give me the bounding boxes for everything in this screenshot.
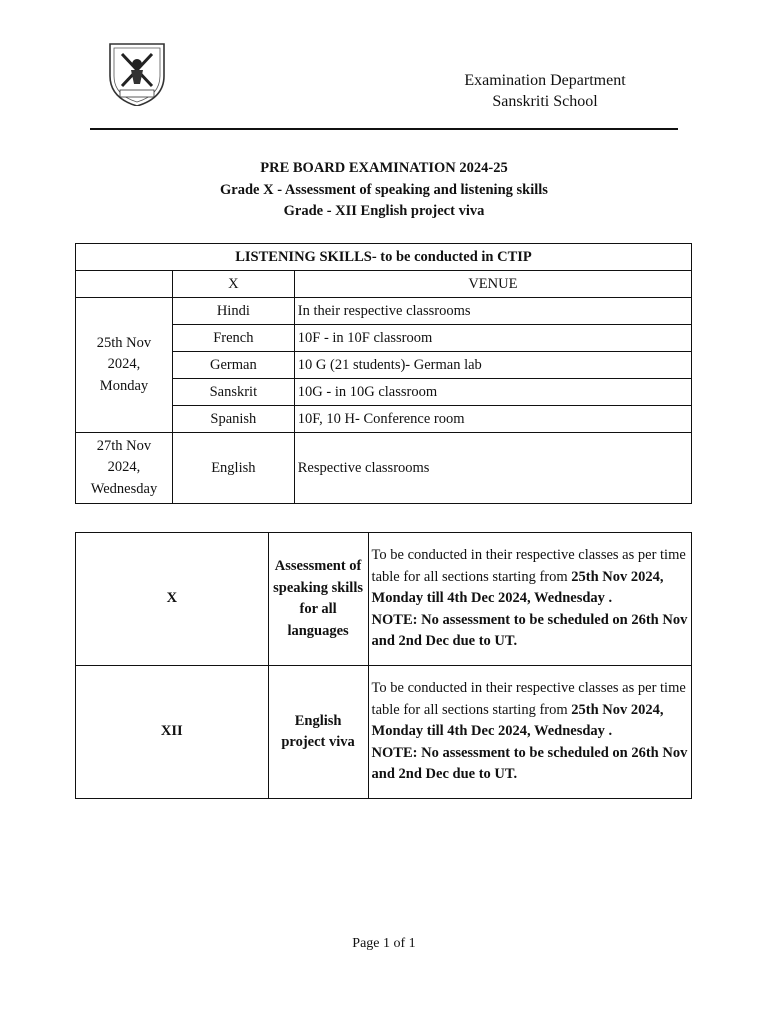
- date-line: 25th Nov: [96, 334, 152, 351]
- description-dates: 25th Nov 2024, Monday till 4th Dec 2024, Wednesday .: [371, 701, 664, 740]
- description-cell: [368, 533, 691, 666]
- activity-cell: English project viva: [268, 666, 368, 799]
- description-note: NOTE: No assessment to be scheduled on 26th Nov and 2nd Dec due to UT.: [371, 744, 688, 783]
- document-titles: [90, 158, 678, 223]
- table-row: [76, 298, 692, 325]
- table-row: [76, 433, 692, 504]
- subject-cell: Hindi: [172, 298, 294, 325]
- subject-cell: Sanskrit: [172, 379, 294, 406]
- assessment-table: [75, 532, 692, 799]
- venue-cell: 10 G (21 students)- German lab: [294, 352, 691, 379]
- title-line-3: Grade - XII English project viva: [283, 203, 485, 219]
- description-dates: 25th Nov 2024, Monday till 4th Dec 2024, Wednesday .: [371, 568, 664, 607]
- description-text: To be conducted in their respective classes as per time table for all sections starting from: [371, 547, 686, 585]
- table-caption-row: [76, 244, 692, 271]
- description-note: NOTE: No assessment to be scheduled on 26th Nov and 2nd Dec due to UT.: [371, 611, 688, 650]
- school-logo: [104, 40, 170, 112]
- date-line: 2024,: [107, 459, 141, 476]
- title-line-2: Grade X - Assessment of speaking and listening skills: [220, 181, 548, 198]
- date-line: Monday: [99, 377, 149, 394]
- table-header-row: [76, 271, 692, 298]
- header-divider: [90, 128, 678, 130]
- header-subject: X: [172, 271, 294, 298]
- activity-cell: Assessment of speaking skills for all languages: [268, 533, 368, 666]
- department-name: Examination Department: [464, 72, 626, 89]
- venue-cell: Respective classrooms: [294, 433, 691, 504]
- venue-cell: 10G - in 10G classroom: [294, 379, 691, 406]
- date-cell-27-nov: [76, 433, 173, 504]
- date-line: 2024,: [107, 356, 141, 373]
- table-row: [76, 533, 692, 666]
- date-cell-25-nov: [76, 298, 173, 433]
- table-row: [76, 666, 692, 799]
- venue-cell: In their respective classrooms: [294, 298, 691, 325]
- description-text: To be conducted in their respective classes as per time table for all sections starting from: [371, 680, 686, 718]
- subject-cell: German: [172, 352, 294, 379]
- venue-cell: 10F, 10 H- Conference room: [294, 406, 691, 433]
- title-line-1: PRE BOARD EXAMINATION 2024-25: [260, 160, 508, 176]
- description-cell: [368, 666, 691, 799]
- page-number: Page 1 of 1: [352, 936, 416, 951]
- grade-cell: X: [76, 533, 269, 666]
- header-empty-cell: [76, 271, 173, 298]
- table-caption: LISTENING SKILLS- to be conducted in CTIP: [76, 244, 692, 271]
- header-venue: VENUE: [294, 271, 691, 298]
- department-heading: [440, 70, 650, 112]
- date-line: Wednesday: [90, 480, 158, 497]
- listening-skills-table: [75, 243, 692, 504]
- school-name: Sanskriti School: [492, 93, 598, 110]
- subject-cell: Spanish: [172, 406, 294, 433]
- grade-cell: XII: [76, 666, 269, 799]
- crest-icon: [104, 40, 170, 112]
- venue-cell: 10F - in 10F classroom: [294, 325, 691, 352]
- subject-cell: French: [172, 325, 294, 352]
- subject-cell: English: [172, 433, 294, 504]
- date-line: 27th Nov: [96, 437, 152, 454]
